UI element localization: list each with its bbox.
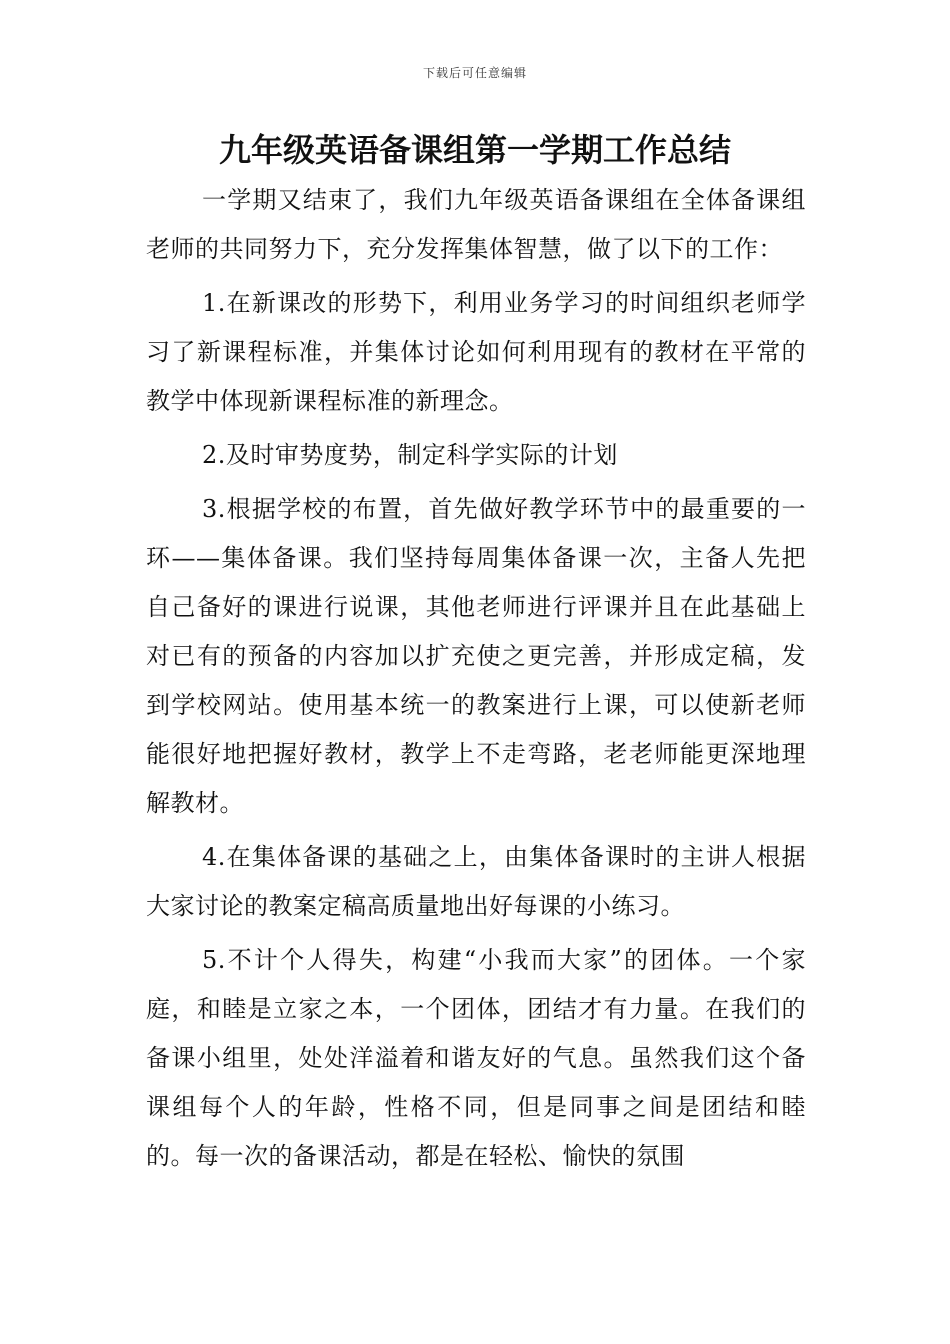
document-title: 九年级英语备课组第一学期工作总结 [218, 131, 731, 169]
header-note: 下载后可任意编辑 [422, 66, 527, 80]
document-body [146, 176, 806, 1186]
paragraph-item-5: 5.不计个人得失，构建“小我而大家”的团体。一个家庭，和睦是立家之本，一个团体，团结才有力量。在我们的备课小组里，处处洋溢着和谐友好的气息。虽然我们这个备课组每个人的年龄，性格不同，但是同事之间是团结和睦的。每一次的备课活动，都是在轻松、愉快的氛围 [146, 946, 806, 1170]
paragraph-intro: 一学期又结束了，我们九年级英语备课组在全体备课组老师的共同努力下，充分发挥集体智慧，做了以下的工作： [146, 186, 806, 263]
paragraph-item-3: 3.根据学校的布置，首先做好教学环节中的最重要的一环——集体备课。我们坚持每周集体备课一次，主备人先把自己备好的课进行说课，其他老师进行评课并且在此基础上对已有的预备的内容加以扩充使之更完善，并形成定稿，发到学校网站。使用基本统一的教案进行上课，可以使新老师能很好地把握好教材，教学上不走弯路，老老师能更深地理解教材。 [146, 495, 806, 817]
paragraph-item-2: 2.及时审势度势，制定科学实际的计划 [202, 441, 618, 469]
paragraph-item-1: 1.在新课改的形势下，利用业务学习的时间组织老师学习了新课程标准，并集体讨论如何利用现有的教材在平常的教学中体现新课程标准的新理念。 [146, 289, 806, 415]
paragraph-item-4: 4.在集体备课的基础之上，由集体备课时的主讲人根据大家讨论的教案定稿高质量地出好每课的小练习。 [146, 843, 806, 920]
